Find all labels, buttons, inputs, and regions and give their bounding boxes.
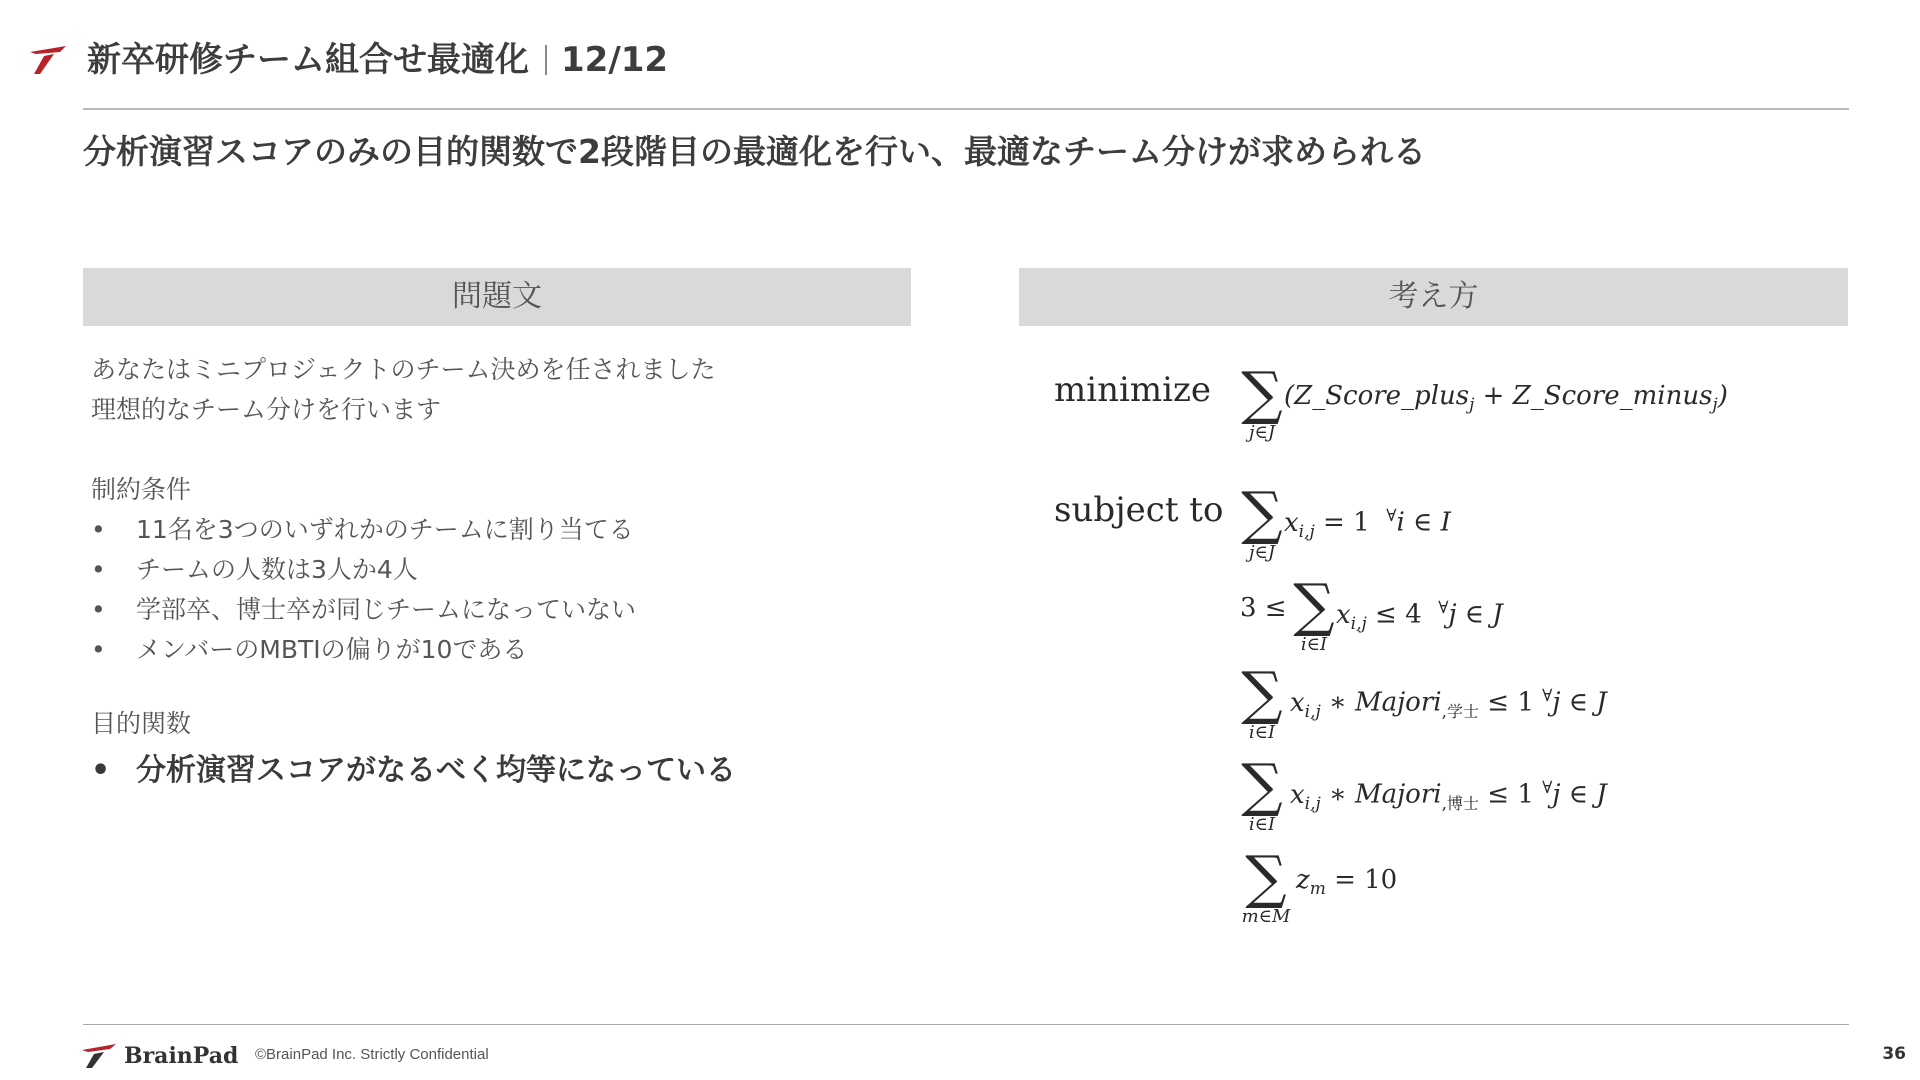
copyright-notice: ©BrainPad Inc. Strictly Confidential — [255, 1046, 489, 1063]
objective-item: • 分析演習スコアがなるべく均等になっている — [91, 748, 891, 794]
constraints-list — [91, 510, 891, 670]
constraint-4-expression: $x_{i,j}$ ∗ Majori$_{,博士}$ ≤ 1 ∀j ∈ J — [1290, 778, 1607, 814]
degree-label: 博士 — [1447, 793, 1480, 813]
problem-body — [91, 350, 891, 794]
sum-symbol: ∑ — [1241, 659, 1283, 727]
list-item: • 学部卒、博士卒が同じチームになっていない — [91, 590, 891, 630]
svg-text:BrainPad: BrainPad — [124, 1043, 239, 1069]
sum-symbol: ∑ — [1293, 571, 1335, 639]
approach-heading: 考え方 — [1019, 268, 1848, 326]
sum-symbol: ∑ — [1241, 751, 1283, 819]
constraint-2-expression: $x_{i,j} \le 4$ ∀j ∈ J — [1336, 598, 1503, 634]
sum-symbol: ∑ — [1241, 359, 1283, 427]
sum-index: i∈I — [1300, 634, 1328, 655]
constraint-2-lower: 3 ≤ — [1240, 593, 1287, 623]
header-divider — [83, 108, 1849, 110]
constraint-3-expression: $x_{i,j}$ ∗ Majori$_{,学士}$ ≤ 1 ∀j ∈ J — [1290, 686, 1607, 722]
intro-line-2: 理想的なチーム分けを行います — [91, 395, 442, 424]
intro-line-1: あなたはミニプロジェクトのチーム決めを任されました — [91, 355, 716, 384]
footer-divider — [83, 1024, 1849, 1025]
list-item: • 11名を3つのいずれかのチームに割り当てる — [91, 510, 891, 550]
page-number: 36 — [1882, 1044, 1906, 1064]
objective-title: 目的関数 — [91, 709, 192, 738]
sum-symbol: ∑ — [1245, 843, 1287, 911]
objective-list — [91, 748, 891, 794]
subject-to-label: subject to — [1054, 490, 1224, 530]
slide-headline: 分析演習スコアのみの目的関数で2段階目の最適化を行い、最適なチーム分けが求められる — [83, 132, 1426, 171]
sum-index: i∈I — [1248, 722, 1276, 743]
page-title: 新卒研修チーム組合せ最適化 12/12 — [87, 40, 669, 80]
list-item: • メンバーのMBTIの偏りが10である — [91, 630, 891, 670]
minimize-label: minimize — [1054, 370, 1212, 410]
problem-heading: 問題文 — [83, 268, 911, 326]
title-separator — [545, 45, 547, 75]
sum-index: j∈J — [1248, 422, 1276, 443]
constraint-1-expression: $x_{i,j} = 1$ ∀i ∈ I — [1284, 506, 1451, 542]
step-indicator: 12/12 — [561, 40, 669, 80]
sum-index: m∈M — [1241, 906, 1291, 927]
degree-label: 学士 — [1447, 701, 1480, 721]
brainpad-logo — [82, 1040, 242, 1070]
list-item: • チームの人数は3人か4人 — [91, 550, 891, 590]
constraint-5-expression: $z_m = 10$ — [1296, 865, 1398, 900]
sum-symbol: ∑ — [1241, 479, 1283, 547]
sum-index: i∈I — [1248, 814, 1276, 835]
objective-expression: (Z_Score_plus$_j$ + Z_Score_minus$_j$) — [1284, 381, 1728, 416]
brainpad-mark-icon — [30, 46, 66, 74]
constraints-title: 制約条件 — [91, 475, 192, 504]
sum-index: j∈J — [1248, 542, 1276, 563]
